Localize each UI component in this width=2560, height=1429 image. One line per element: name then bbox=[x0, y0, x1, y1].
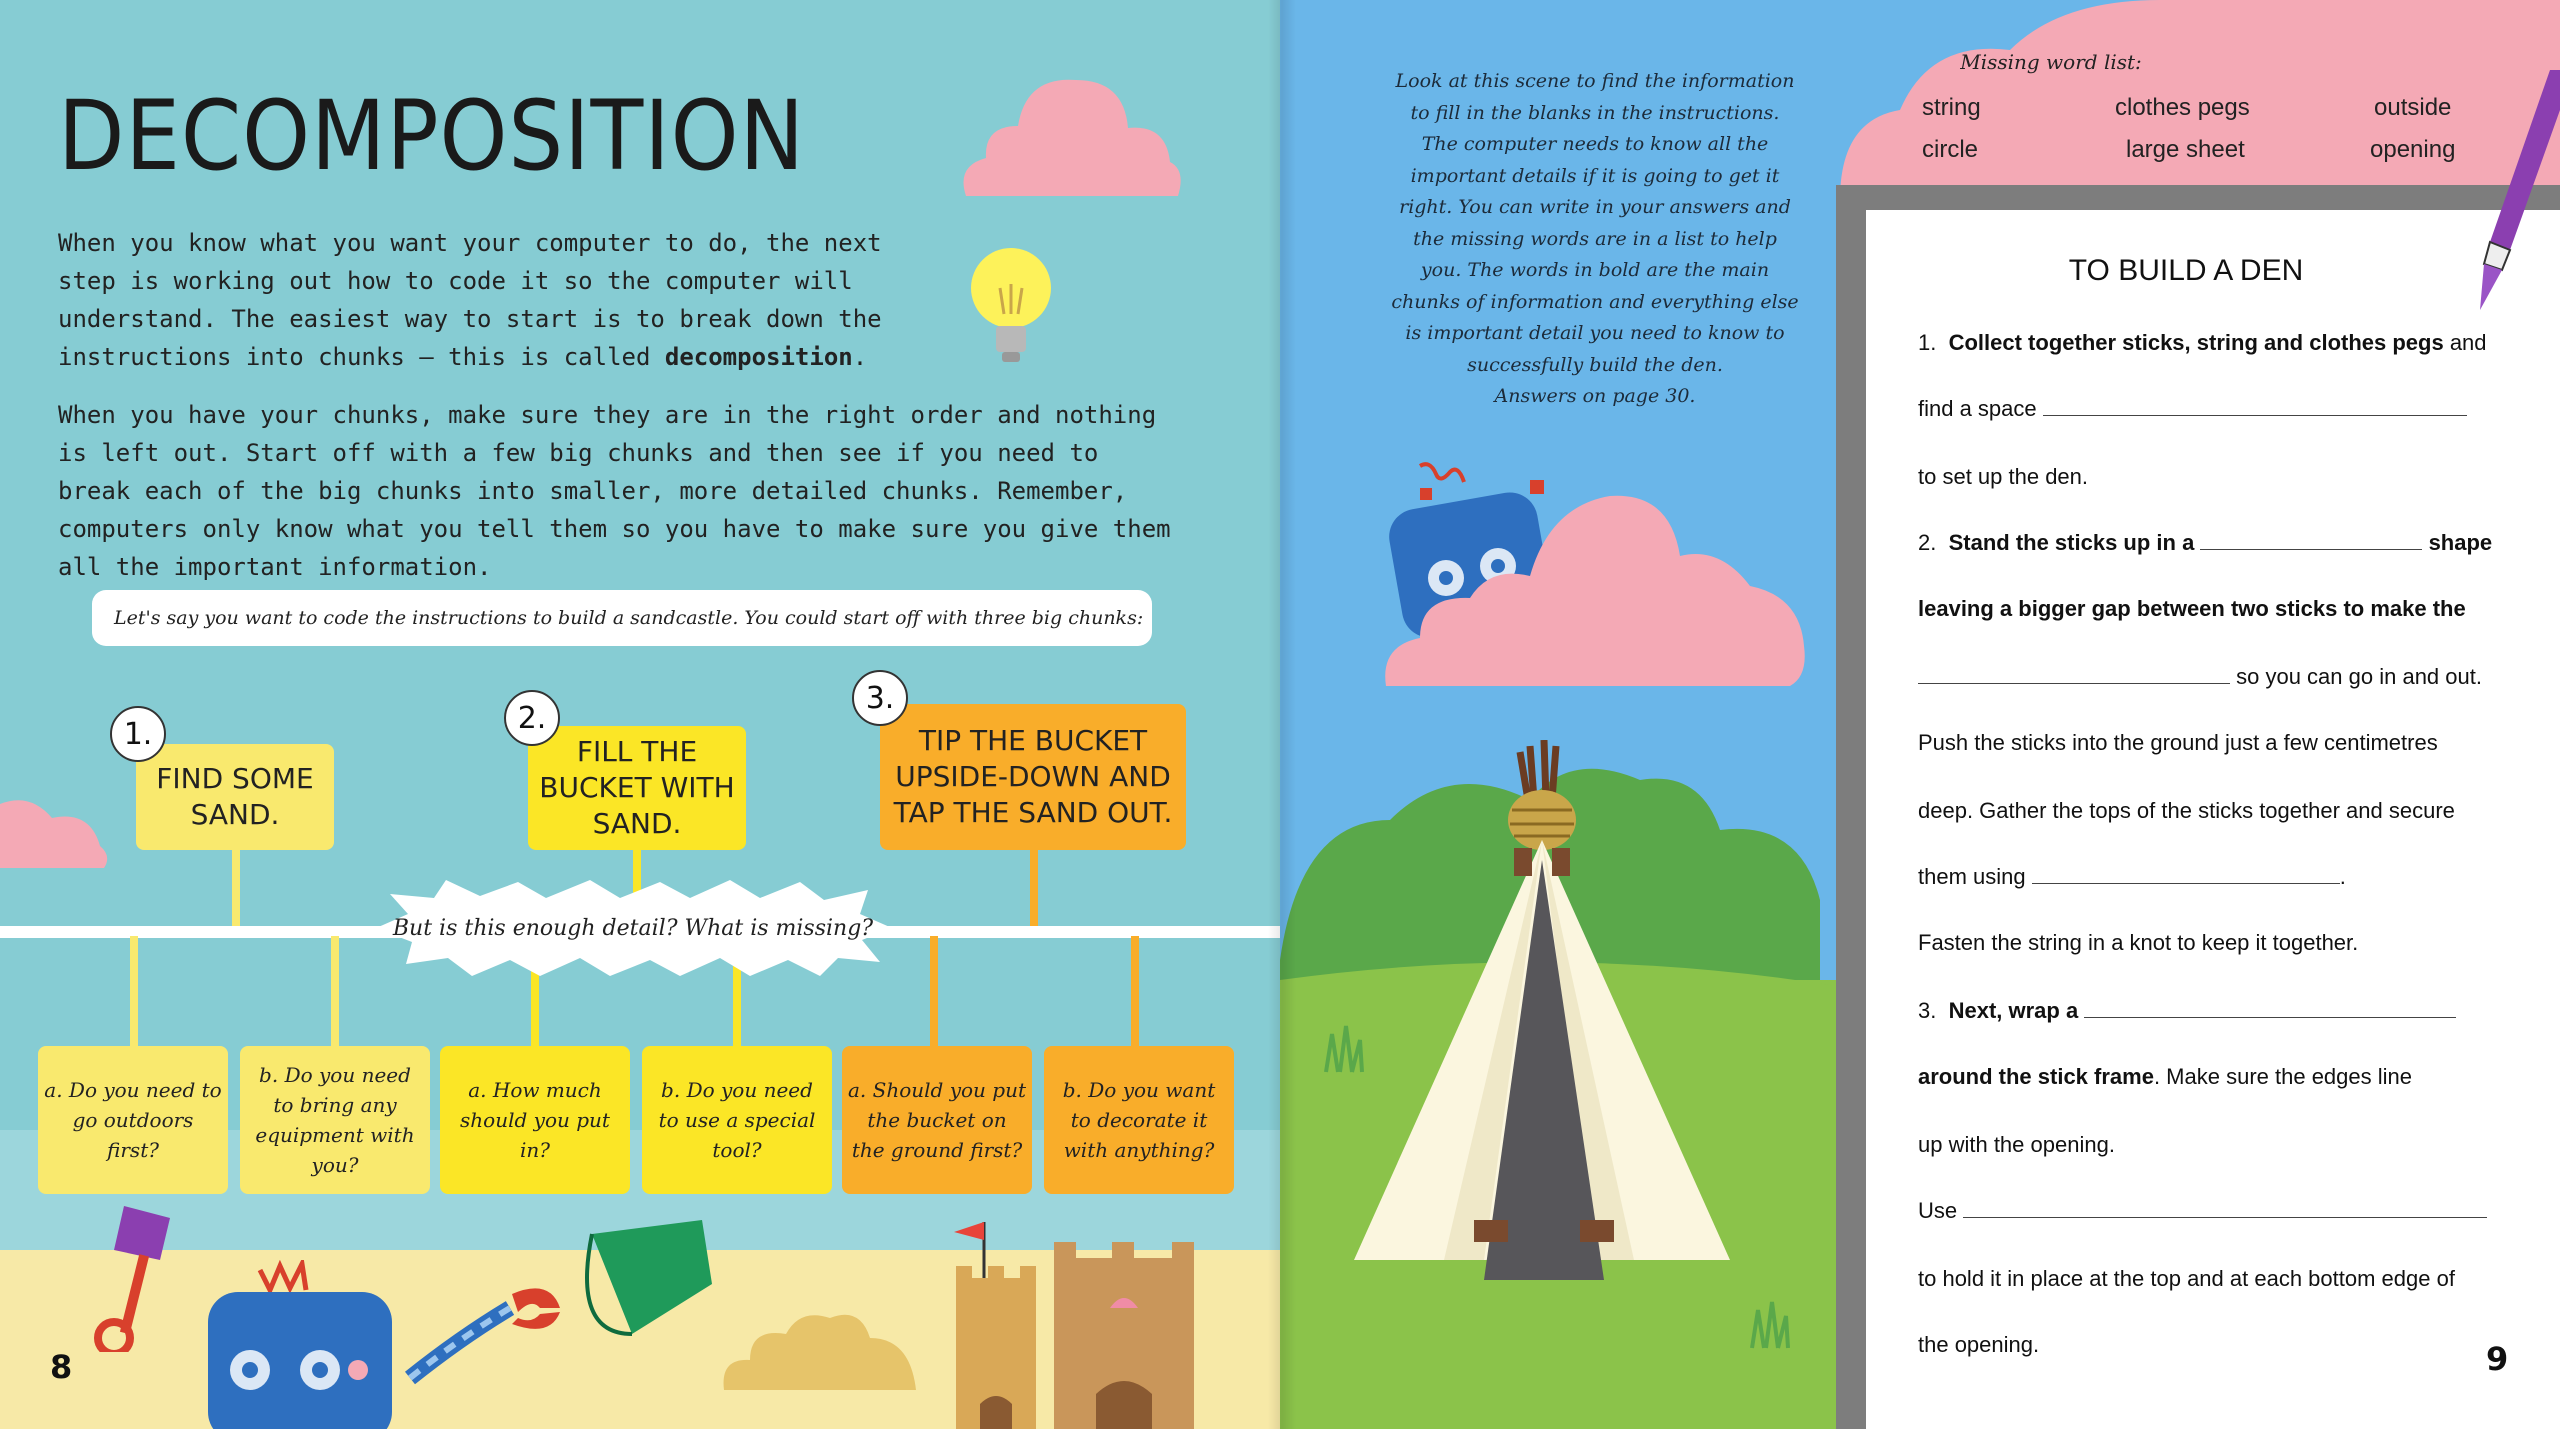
book-gutter bbox=[1268, 0, 1296, 1429]
chunk-3-box: TIP THE BUCKET UPSIDE-DOWN AND TAP THE SAND OUT. bbox=[880, 704, 1186, 850]
chunk-3-number: 3. bbox=[852, 670, 908, 726]
step-3-number: 3. bbox=[1918, 998, 1937, 1023]
chunk-2-number: 2. bbox=[504, 690, 560, 746]
intro-paragraph-end: . bbox=[852, 343, 868, 371]
den-teepee-icon bbox=[1334, 740, 1754, 1320]
sub-2-stem bbox=[331, 936, 339, 1048]
step-1-line-2 bbox=[1918, 396, 2467, 422]
step-3-line-2 bbox=[1918, 1064, 2412, 1090]
step-3-edges: . Make sure the edges line bbox=[2153, 1064, 2412, 1089]
step-1-number: 1. bbox=[1918, 330, 1937, 355]
word-large-sheet: large sheet bbox=[2126, 136, 2245, 163]
bucket-icon bbox=[552, 1214, 722, 1364]
chunk-2-box: FILL THE BUCKET WITH SAND. bbox=[528, 726, 746, 850]
step-2-line-1 bbox=[1918, 530, 2492, 556]
step-2-line-5: deep. Gather the tops of the sticks together and secure bbox=[1918, 798, 2455, 823]
chunk-1-box: FIND SOME SAND. bbox=[136, 744, 334, 850]
chunk-1-number: 1. bbox=[110, 706, 166, 762]
sandcastle-intro-box: Let's say you want to code the instructions to build a sandcastle. You could start off with three big chunks: bbox=[92, 590, 1152, 646]
spade-icon bbox=[74, 1202, 184, 1352]
page-number-right: 9 bbox=[2486, 1340, 2509, 1378]
word-clothes-pegs: clothes pegs bbox=[2115, 94, 2250, 121]
blank-string[interactable] bbox=[2032, 866, 2340, 884]
chunk-1-stem bbox=[232, 848, 240, 928]
subchunk-3a: a. Should you put the bucket on the ground first? bbox=[842, 1046, 1032, 1194]
word-string: string bbox=[1922, 94, 1981, 121]
blank-circle[interactable] bbox=[2200, 532, 2422, 550]
step-2-in-out: so you can go in and out. bbox=[2236, 664, 2482, 689]
sand-pile-icon bbox=[720, 1298, 920, 1394]
step-1-find-space: find a space bbox=[1918, 396, 2037, 421]
step-2-line-2: leaving a bigger gap between two sticks to make the bbox=[1918, 596, 2466, 621]
step-3-line-6: the opening. bbox=[1918, 1332, 2040, 1357]
right-page bbox=[1280, 0, 2560, 1429]
step-2-line-3 bbox=[1918, 664, 2482, 690]
step-3-line-1 bbox=[1918, 998, 2456, 1024]
robot-bottom-icon bbox=[190, 1260, 410, 1429]
lightbulb-icon bbox=[966, 244, 1056, 368]
word-outside: outside bbox=[2374, 94, 2452, 121]
intro-paragraph-text: When you know what you want your computer to do, the next step is working out how to code it so the computer will understand. The easiest way to start is to break down the instructions into chunks – this is called bbox=[58, 229, 882, 371]
instructions-intro bbox=[1390, 66, 1800, 413]
subchunk-2a: a. How much should you put in? bbox=[440, 1046, 630, 1194]
subchunk-1b: b. Do you need to bring any equipment with you? bbox=[240, 1046, 430, 1194]
step-2-bold-b: shape bbox=[2428, 530, 2493, 555]
wordlist-title: Missing word list: bbox=[1960, 50, 2142, 74]
intro-paragraph bbox=[58, 224, 918, 376]
blank-large-sheet[interactable] bbox=[2084, 1000, 2456, 1018]
step-2-number: 2. bbox=[1918, 530, 1937, 555]
cloud-top-icon bbox=[956, 66, 1186, 202]
sub-1-stem bbox=[130, 936, 138, 1048]
blank-opening[interactable] bbox=[1918, 666, 2230, 684]
step-1-line-1 bbox=[1918, 330, 2487, 356]
step-2-line-4: Push the sticks into the ground just a few centimetres bbox=[1918, 730, 2438, 755]
step-3-line-3: up with the opening. bbox=[1918, 1132, 2115, 1157]
step-1-line-3: to set up the den. bbox=[1918, 464, 2089, 489]
step-1-rest: and bbox=[2443, 330, 2487, 355]
worksheet-title: TO BUILD A DEN bbox=[2068, 254, 2304, 287]
step-2-period: . bbox=[2339, 864, 2346, 889]
step-3-line-4 bbox=[1918, 1198, 2487, 1224]
subchunk-3b: b. Do you want to decorate it with anything? bbox=[1044, 1046, 1234, 1194]
robot-arm-icon bbox=[400, 1268, 570, 1388]
blank-clothes-pegs[interactable] bbox=[1963, 1200, 2487, 1218]
subchunk-1a: a. Do you need to go outdoors first? bbox=[38, 1046, 228, 1194]
step-2-them-using: them using bbox=[1918, 864, 2026, 889]
instructions-intro-text: Look at this scene to find the information to fill in the blanks in the instructions. The computer needs to know all the important details if it is going to get it right. You can write in your answers and the missing words are in a list to help you. The words in bold are the main chunks of information and everything else is important detail you need to know to successfully build the den. bbox=[1391, 70, 1799, 376]
sub-5-stem bbox=[930, 936, 938, 1048]
step-2-line-7: Fasten the string in a knot to keep it together. bbox=[1918, 930, 2359, 955]
answers-note: Answers on page 30. bbox=[1494, 385, 1696, 407]
grass-tuft-icon bbox=[1750, 1300, 1790, 1350]
step-2-bold-a: Stand the sticks up in a bbox=[1948, 530, 2195, 555]
sandcastle-icon bbox=[950, 1218, 1200, 1429]
blank-outside[interactable] bbox=[2043, 398, 2467, 416]
word-circle: circle bbox=[1922, 136, 1979, 163]
subchunk-2b: b. Do you need to use a special tool? bbox=[642, 1046, 832, 1194]
step-2-line-6 bbox=[1918, 864, 2346, 890]
cloud-right-icon bbox=[1380, 486, 1810, 692]
word-opening: opening bbox=[2370, 136, 2456, 163]
chunks-paragraph: When you have your chunks, make sure they are in the right order and nothing is left out. Start off with a few big chunks and then see if you need to break each of the big chunks into smaller, more detailed chunks. Remember, computers only know what you tell them so you have to make sure you give them all the important information. bbox=[58, 401, 1171, 581]
cloud-left-icon bbox=[0, 792, 110, 870]
step-3-bold-frame: around the stick frame bbox=[1918, 1064, 2154, 1089]
step-3-use: Use bbox=[1918, 1198, 1958, 1223]
decomposition-term: decomposition bbox=[664, 343, 853, 371]
question-burst-text: But is this enough detail? What is missing? bbox=[392, 915, 874, 941]
page-number-left: 8 bbox=[50, 1348, 73, 1386]
step-1-bold: Collect together sticks, string and clothes pegs bbox=[1948, 330, 2444, 355]
step-3-bold-a: Next, wrap a bbox=[1948, 998, 2079, 1023]
chunk-3-stem bbox=[1030, 848, 1038, 928]
step-3-line-5: to hold it in place at the top and at each bottom edge of bbox=[1918, 1266, 2455, 1291]
sub-6-stem bbox=[1131, 936, 1139, 1048]
page-title: DECOMPOSITION bbox=[58, 80, 806, 192]
